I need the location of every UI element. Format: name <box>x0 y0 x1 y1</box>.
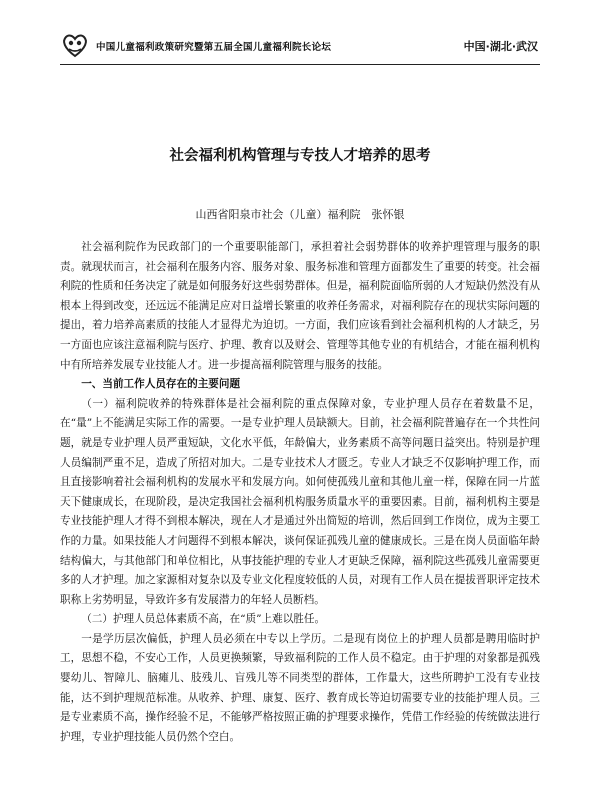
page-header <box>60 30 540 65</box>
article-title: 社会福利机构管理与专技人才培养的思考 <box>169 148 431 164</box>
children-welfare-logo-icon <box>60 30 90 60</box>
conference-title: 中国儿童福利政策研究暨第五届全国儿童福利院长论坛 <box>96 42 332 53</box>
article-body <box>60 238 540 747</box>
body-paragraph: 社会福利院作为民政部门的一个重要职能部门，承担着社会弱势群体的收养护理管理与服务的职责。就现状而言，社会福利在服务内容、服务对象、服务标准和管理方面都发生了重要的转变。社会福利院的性质和任务决定了就是如何服务好这些弱势群体。但是，福利院面临所弱的人才短缺仍然没有从根本上得到改变，还远远不能满足应对日益增长繁重的收养任务需求，对福利院存在的现状实际问题的提出，着力培养高素质的技能人才显得尤为迫切。一方面，我们应该看到社会福利机构的人才缺乏，另一方面也应该注意福利院与医疗、护理、教育以及财会、管理等其他专业的有机结合，才能在福利机构中有所培养发展专业技能人才。进一步提高福利院管理与服务的技能。 <box>60 241 540 371</box>
conference-place: 中国·湖北·武汉 <box>463 40 538 53</box>
section-heading: 一、当前工作人员存在的主要问题 <box>81 378 241 391</box>
body-paragraph: （二）护理人员总体素质不高，在“质”上难以胜任。 <box>81 613 326 626</box>
body-paragraph: （一）福利院收养的特殊群体是社会福利院的重点保障对象，专业护理人员存在着数量不足，在“量”上不能满足实际工作的需要。一是专业护理人员缺额大。目前，社会福利院普遍存在一个共性问题，就是专业护理人员严重短缺，文化水平低，年龄偏大，业务素质不高等问题日益突出。特别是护理人员编制严重不足，造成了所招对加大。二是专业技术人才匮乏。专业人才缺乏不仅影响护理工作，而且直接影响着社会福利机构的发展水平和发展方向。如何使孤残儿童和其他儿童一样，保障在同一片蓝天下健康成长，在现阶段，是决定我国社会福利机构服务质量水平的重要因素。目前，福利机构主要是专业技能护理人才得不到根本解决，现在人才是通过外出简短的培训，然后回到工作岗位，成为主要工作的力量。如果技能人才问题得不到根本解决，谈何保证孤残儿童的健康成长。三是在岗人员面临年龄结构偏大，与其他部门和单位相比，从事技能护理的专业人才更缺乏保障，福利院这些孤残儿童需要更多的人才护理。加之家源相对复杂以及专业文化程度较低的人员，对现有工作人员在提拔晋职评定技术职称上劣势明显，导致许多有发展潜力的年轻人员断档。 <box>60 397 540 606</box>
body-paragraph: 一是学历层次偏低，护理人员必须在中专以上学历。二是现有岗位上的护理人员都是聘用临时护工，思想不稳，不安心工作，人员更换频繁，导致福利院的工作人员不稳定。由于护理的对象都是孤残婴幼儿、智障儿、脑瘫儿、肢残儿、盲残儿等不同类型的群体，工作量大，这些所聘护工没有专业技能，达不到护理规范标准。从收养、护理、康复、医疗、教育成长等迫切需要专业的技能护理人员。三是专业素质不高，操作经验不足，不能够严格按照正确的护理要求操作，凭借工作经验的传统做法进行护理，专业护理技能人员仍然个空白。 <box>60 632 540 743</box>
author-line: 山西省阳泉市社会（儿童）福利院 张怀银 <box>195 208 405 221</box>
